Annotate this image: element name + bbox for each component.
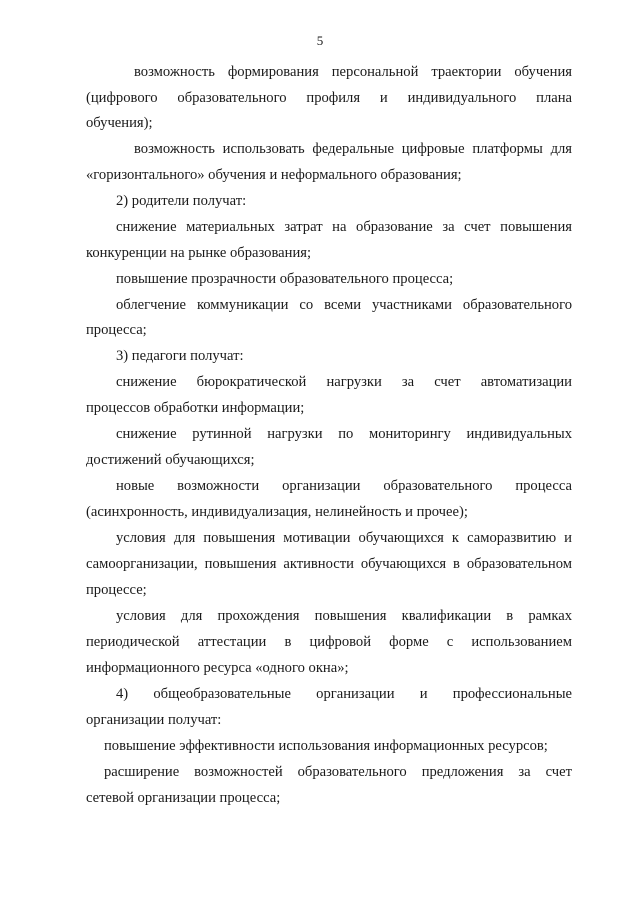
- text-line: повышение прозрачности образовательного процесса;: [116, 271, 454, 287]
- text-line: условия для повышения мотивации обучающихся к саморазвитию и: [116, 530, 572, 546]
- text-line: снижение материальных затрат на образование за счет повышения: [116, 219, 572, 235]
- text-line: возможность формирования персональной траектории обучения: [134, 64, 572, 80]
- text-line: (цифрового образовательного профиля и индивидуального плана: [86, 90, 572, 106]
- text-line: снижение бюрократической нагрузки за счет автоматизации: [116, 374, 572, 390]
- text-line: информационного ресурса «одного окна»;: [86, 660, 349, 676]
- section-heading: 4) общеобразовательные организации и профессиональные: [116, 686, 572, 702]
- text-line: расширение возможностей образовательного предложения за счет: [104, 764, 572, 780]
- text-line: обучения);: [86, 115, 153, 131]
- text-line: повышение эффективности использования информационных ресурсов;: [104, 738, 548, 754]
- text-line: периодической аттестации в цифровой форме с использованием: [86, 634, 572, 650]
- text-line: конкуренции на рынке образования;: [86, 245, 312, 261]
- text-line: достижений обучающихся;: [86, 452, 255, 468]
- text-line: снижение рутинной нагрузки по мониторингу индивидуальных: [116, 426, 572, 442]
- page-number: 5: [316, 33, 324, 48]
- text-line: организации получат:: [86, 712, 222, 728]
- text-line: процесса;: [86, 322, 147, 338]
- text-line: процессов обработки информации;: [86, 400, 305, 416]
- section-heading: 3) педагоги получат:: [116, 348, 244, 364]
- text-line: процессе;: [86, 582, 147, 598]
- text-line: самоорганизации, повышения активности обучающихся в образовательном: [86, 556, 572, 572]
- text-line: возможность использовать федеральные цифровые платформы для: [134, 141, 572, 157]
- text-line: сетевой организации процесса;: [86, 790, 281, 806]
- section-heading: 2) родители получат:: [116, 193, 247, 209]
- text-line: «горизонтального» обучения и неформального образования;: [86, 167, 462, 183]
- text-line: условия для прохождения повышения квалификации в рамках: [116, 608, 572, 624]
- text-line: новые возможности организации образовательного процесса: [116, 478, 572, 494]
- text-line: облегчение коммуникации со всеми участниками образовательного: [116, 297, 572, 313]
- text-line: (асинхронность, индивидуализация, нелинейность и прочее);: [86, 504, 468, 520]
